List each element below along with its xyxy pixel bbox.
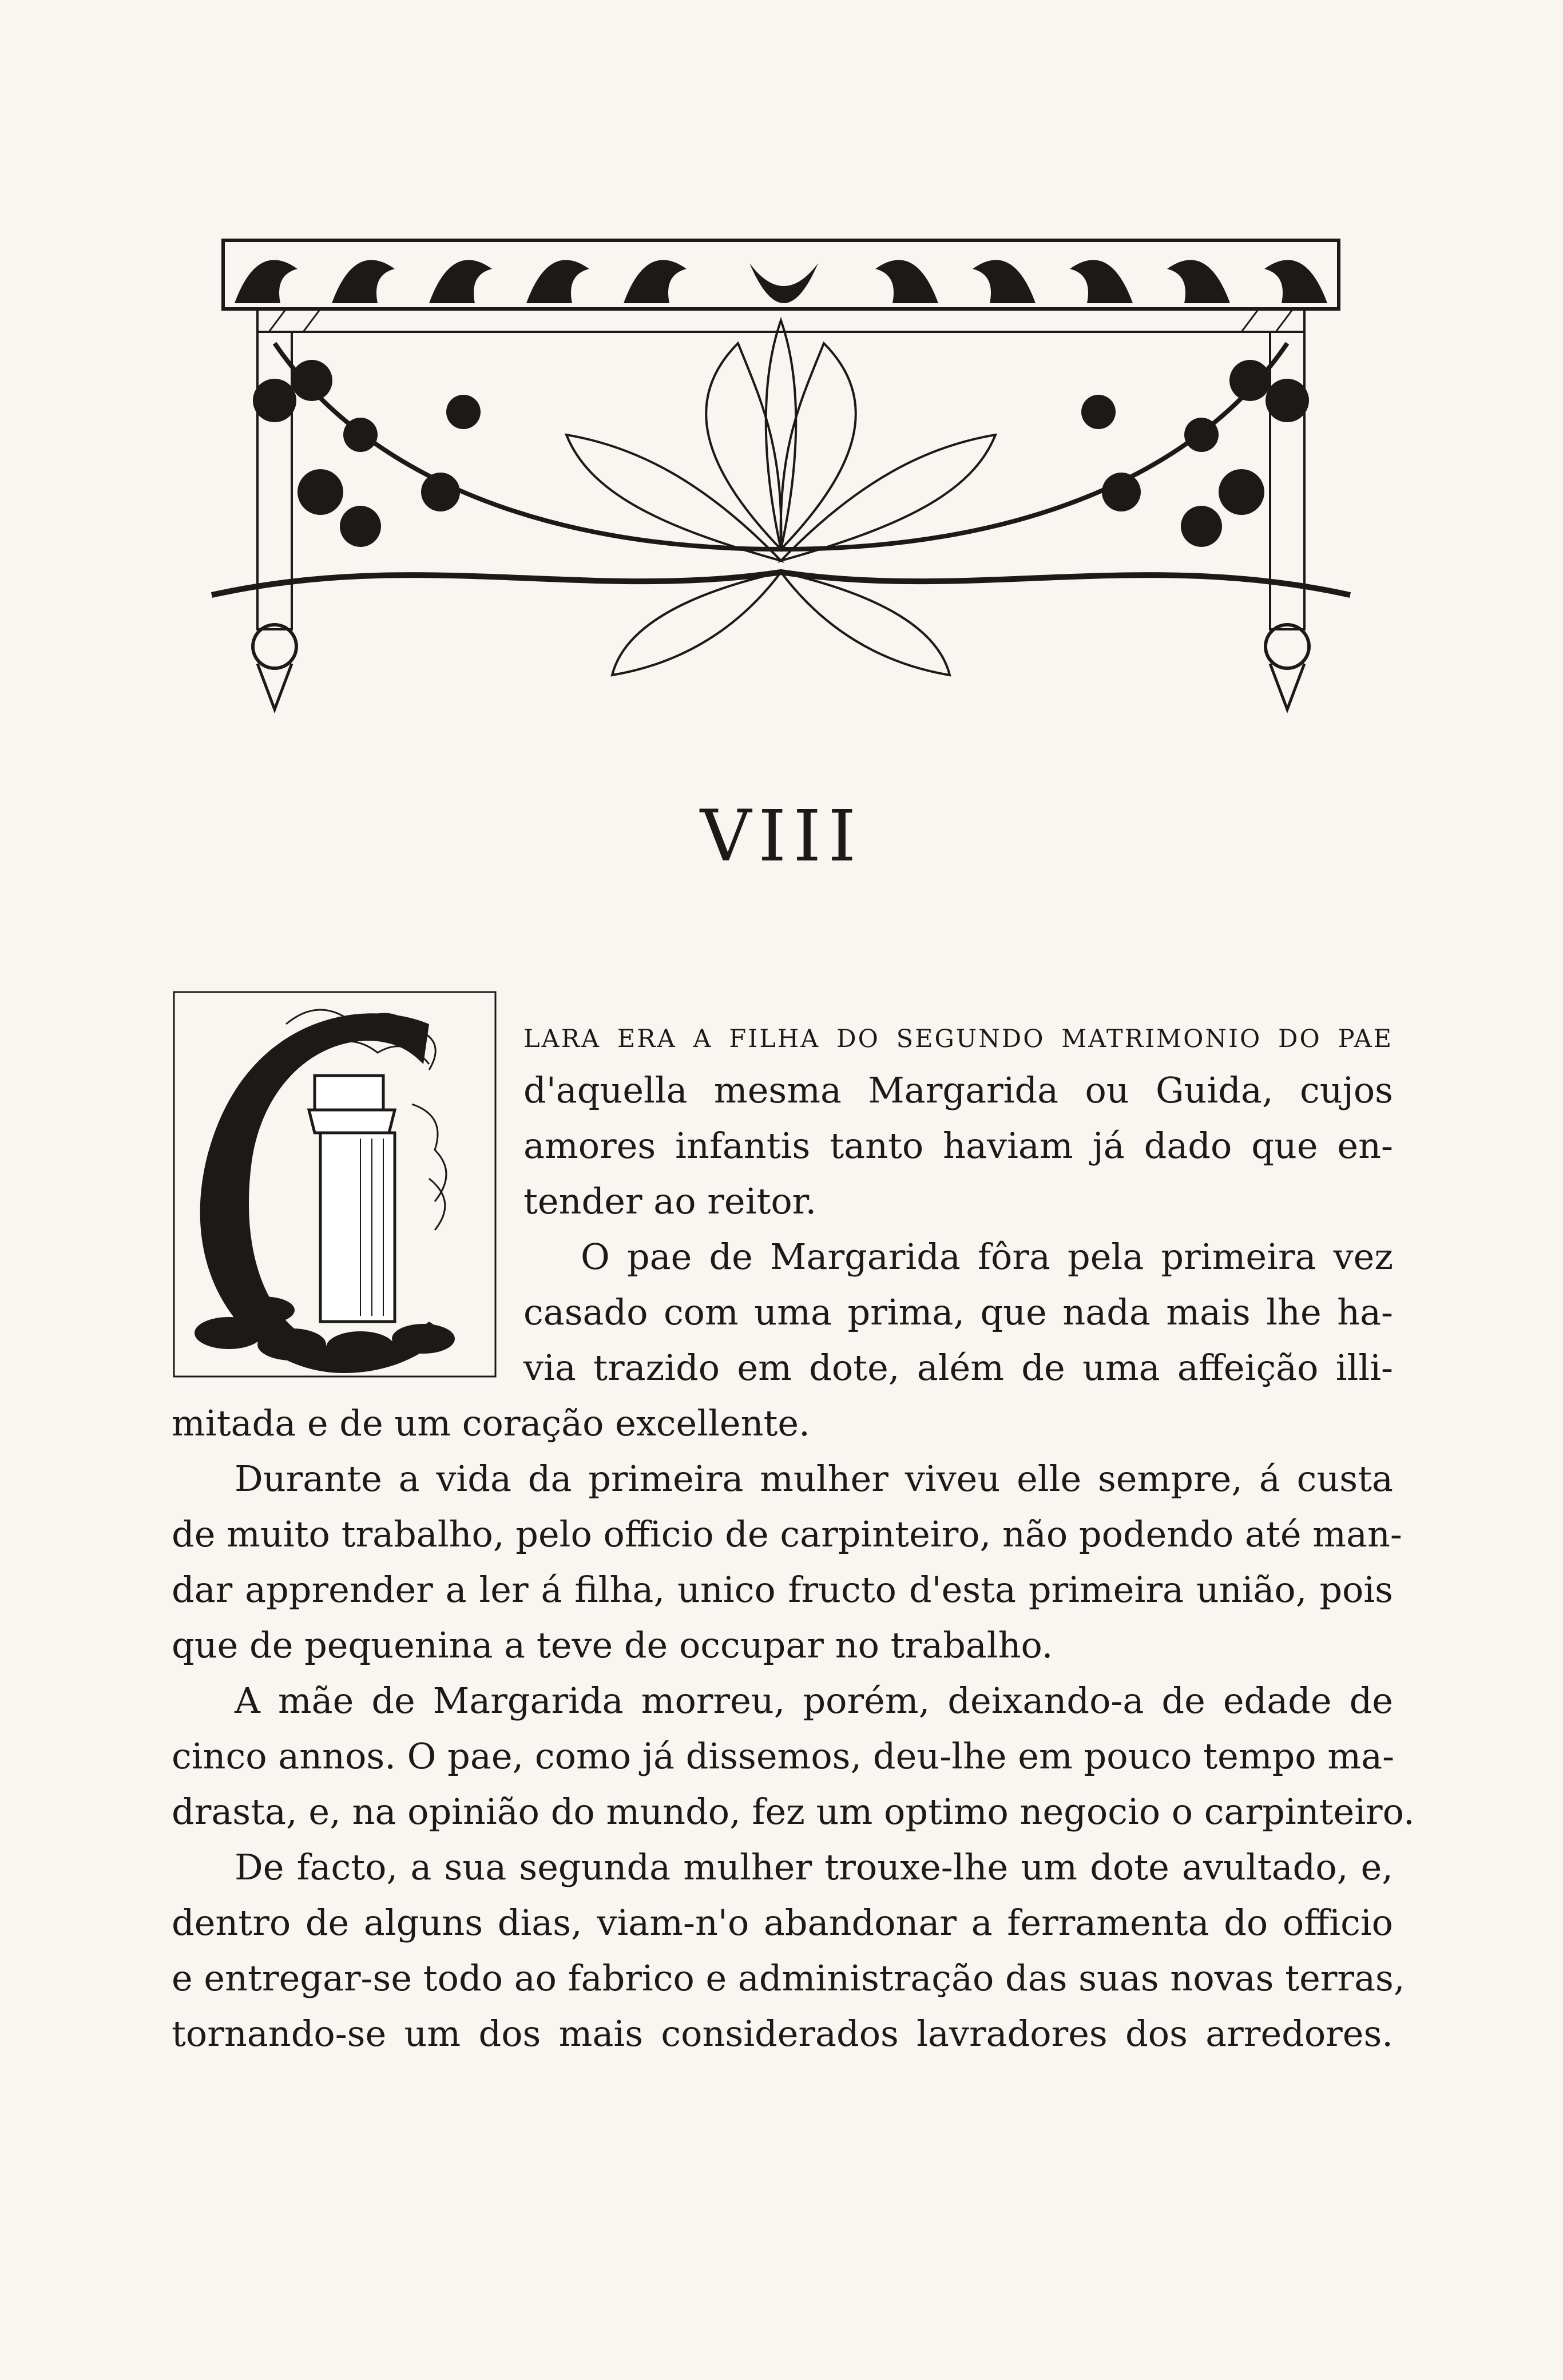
paragraph-2	[172, 1229, 1393, 1451]
text-line: que de pequenina a teve de occupar no trabalho.	[172, 1624, 1053, 1666]
text-line: d'aquella mesma Margarida ou Guida, cujos	[523, 1069, 1393, 1111]
text-line: amores infantis tanto haviam já dado que en-	[523, 1125, 1393, 1167]
text-line: casado com uma prima, que nada mais lhe ha-	[523, 1291, 1393, 1333]
text-line: de muito trabalho, pelo officio de carpinteiro, não podendo até man-	[172, 1513, 1402, 1555]
text-line: e entregar-se todo ao fabrico e administração das suas novas terras,	[172, 1957, 1405, 1999]
text-line: dar apprender a ler á filha, unico fructo d'esta primeira união, pois	[172, 1569, 1393, 1611]
text-line: tender ao reitor.	[523, 1180, 817, 1222]
text-line: mitada e de um coração excellente.	[172, 1402, 810, 1444]
text-line	[523, 1007, 1393, 1062]
paragraph-1	[172, 1007, 1393, 1229]
chapter-number: VIII	[700, 795, 863, 878]
text-line: drasta, e, na opinião do mundo, fez um optimo negocio o carpinteiro.	[172, 1791, 1415, 1832]
text-line: A mãe de Margarida morreu, porém, deixando-a de edade de	[235, 1680, 1393, 1721]
paragraph-4	[172, 1673, 1415, 1839]
body-text	[172, 1007, 1415, 2061]
text-line: De facto, a sua segunda mulher trouxe-lhe um dote avultado, e,	[235, 1846, 1393, 1888]
text-line: O pae de Margarida fôra pela primeira vez	[581, 1236, 1393, 1278]
paragraph-5	[172, 1839, 1405, 2061]
text-line: cinco annos. O pae, como já dissemos, deu-lhe em pouco tempo ma-	[172, 1735, 1395, 1777]
text-line: dentro de alguns dias, viam-n'o abandonar a ferramenta do officio	[172, 1902, 1393, 1943]
text-line: Durante a vida da primeira mulher viveu elle sempre, á custa	[235, 1458, 1393, 1500]
blackberry-headpiece-ornament	[189, 229, 1373, 721]
paragraph-3	[172, 1451, 1402, 1673]
text-line: via trazido em dote, além de uma affeição illi-	[523, 1347, 1393, 1389]
text-line: tornando-se um dos mais considerados lavradores dos arredores.	[172, 2013, 1393, 2054]
drop-cap-continuation: lara era a filha do segundo matrimonio do pae	[523, 1014, 1393, 1056]
